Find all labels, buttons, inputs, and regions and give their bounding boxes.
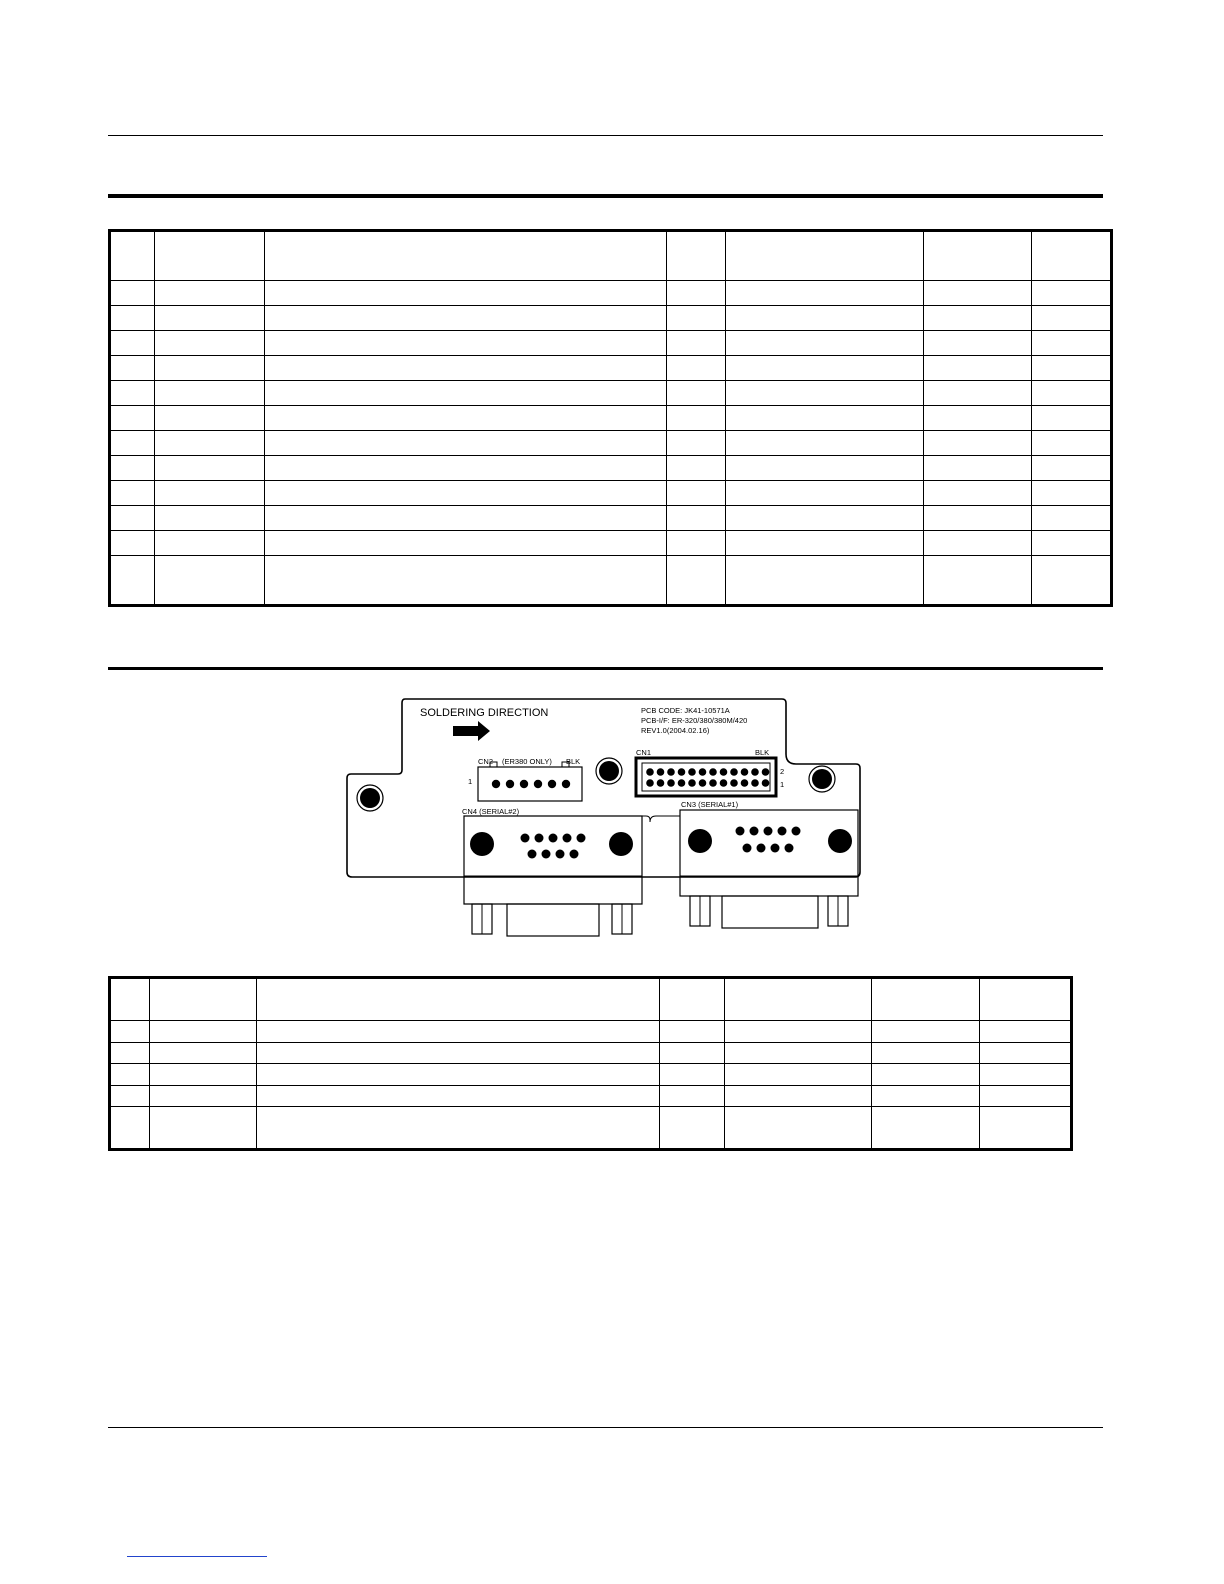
- table-cell: [872, 1107, 980, 1150]
- table-cell: [155, 306, 265, 331]
- table-cell: [110, 978, 150, 1021]
- table-cell: [667, 331, 726, 356]
- table-cell: [150, 1064, 257, 1086]
- table-cell: [726, 531, 924, 556]
- table-cell: [265, 381, 667, 406]
- table-cell: [1032, 406, 1112, 431]
- cn4-pins: [521, 834, 586, 859]
- pcb-if-text: PCB-I/F: ER-320/380/380M/420: [641, 716, 748, 725]
- table-cell: [155, 406, 265, 431]
- cn2-label: CN2: [478, 757, 494, 766]
- table-cell: [660, 1085, 725, 1107]
- table-cell: [924, 281, 1032, 306]
- connector-pin: [562, 780, 570, 788]
- connector-pin: [751, 779, 759, 787]
- table-cell: [150, 1085, 257, 1107]
- table-cell: [980, 1042, 1072, 1064]
- cn3-pins: [736, 827, 801, 853]
- table-cell: [924, 306, 1032, 331]
- section-rule-top: [108, 194, 1103, 198]
- connector-pin: [699, 779, 707, 787]
- connector-pin: [657, 779, 665, 787]
- table-cell: [110, 1042, 150, 1064]
- table-cell: [257, 1107, 660, 1150]
- parts-table-upper: [108, 229, 1113, 607]
- table-cell: [1032, 456, 1112, 481]
- cn2-pin1-label: 1: [468, 777, 473, 786]
- table-cell: [155, 381, 265, 406]
- table-cell: [726, 356, 924, 381]
- table-cell: [1032, 281, 1112, 306]
- section-rule-middle: [108, 667, 1103, 670]
- connector-pin: [751, 768, 759, 776]
- table-cell: [667, 281, 726, 306]
- connector-pin: [720, 779, 728, 787]
- table-cell: [667, 481, 726, 506]
- table-cell: [155, 506, 265, 531]
- table-cell: [660, 1064, 725, 1086]
- table-row: [110, 1085, 1072, 1107]
- connector-pin: [542, 850, 551, 859]
- table-cell: [726, 556, 924, 606]
- table-row: [110, 556, 1112, 606]
- table-cell: [110, 356, 155, 381]
- table-cell: [980, 978, 1072, 1021]
- cn3-label: CN3 (SERIAL#1): [681, 800, 739, 809]
- parts-table-lower: [108, 976, 1073, 1151]
- table-cell: [924, 331, 1032, 356]
- table-row: [110, 331, 1112, 356]
- table-cell: [660, 1021, 725, 1043]
- connector-pin: [730, 779, 738, 787]
- connector-pin: [771, 844, 780, 853]
- table-cell: [725, 1021, 872, 1043]
- table-cell: [924, 431, 1032, 456]
- connector-pin: [528, 850, 537, 859]
- table-cell: [1032, 306, 1112, 331]
- cn4-screw-left: [470, 832, 494, 856]
- table-row: [110, 281, 1112, 306]
- table-row: [110, 1021, 1072, 1043]
- cn1-label: CN1: [636, 748, 652, 757]
- table-row: [110, 431, 1112, 456]
- table-cell: [110, 231, 155, 281]
- connector-pin: [762, 768, 770, 776]
- table-cell: [924, 556, 1032, 606]
- connector-pin: [709, 768, 717, 776]
- table-cell: [667, 531, 726, 556]
- table-cell: [924, 456, 1032, 481]
- table-row: [110, 381, 1112, 406]
- pcb-code-text: PCB CODE: JK41-10571A: [641, 706, 730, 715]
- table-cell: [110, 306, 155, 331]
- table-cell: [726, 406, 924, 431]
- cn1-pins: [646, 768, 769, 787]
- table-cell: [265, 281, 667, 306]
- table-cell: [155, 531, 265, 556]
- table-cell: [110, 1064, 150, 1086]
- connector-pin: [577, 834, 586, 843]
- connector-pin: [778, 827, 787, 836]
- table-cell: [265, 331, 667, 356]
- table-cell: [667, 556, 726, 606]
- table-cell: [726, 431, 924, 456]
- table-cell: [725, 978, 872, 1021]
- table-row: [110, 406, 1112, 431]
- table-cell: [257, 978, 660, 1021]
- table-cell: [725, 1064, 872, 1086]
- cn1-pin1-label: 1: [780, 780, 785, 789]
- connector-pin: [548, 780, 556, 788]
- table-cell: [265, 506, 667, 531]
- table-row: [110, 481, 1112, 506]
- table-cell: [924, 531, 1032, 556]
- table-cell: [1032, 556, 1112, 606]
- table-cell: [150, 1021, 257, 1043]
- connector-pin: [730, 768, 738, 776]
- table-cell: [667, 381, 726, 406]
- table-cell: [110, 456, 155, 481]
- connector-pin: [764, 827, 773, 836]
- table-cell: [924, 506, 1032, 531]
- table-cell: [660, 1042, 725, 1064]
- connector-pin: [757, 844, 766, 853]
- table-cell: [667, 356, 726, 381]
- header-rule: [108, 135, 1103, 136]
- connector-pin: [520, 780, 528, 788]
- cn2-pins: [492, 780, 570, 788]
- connector-pin: [646, 779, 654, 787]
- cn2-blk-label: BLK: [566, 757, 581, 766]
- connector-pin: [741, 779, 749, 787]
- cn1-connector: [636, 758, 776, 796]
- connector-pin: [563, 834, 572, 843]
- table-cell: [726, 331, 924, 356]
- soldering-direction-arrow: [453, 721, 490, 741]
- table-cell: [110, 431, 155, 456]
- table-row: [110, 531, 1112, 556]
- table-cell: [1032, 231, 1112, 281]
- table-cell: [257, 1064, 660, 1086]
- table-cell: [726, 231, 924, 281]
- table-cell: [1032, 381, 1112, 406]
- table-cell: [110, 531, 155, 556]
- table-cell: [110, 556, 155, 606]
- cn2-note: (ER380 ONLY): [502, 757, 552, 766]
- connector-pin: [521, 834, 530, 843]
- table-cell: [924, 356, 1032, 381]
- table-cell: [155, 231, 265, 281]
- cn1-blk-label: BLK: [755, 748, 770, 757]
- connector-pin: [570, 850, 579, 859]
- table-cell: [667, 456, 726, 481]
- connector-pin: [678, 779, 686, 787]
- connector-pin: [556, 850, 565, 859]
- table-cell: [726, 381, 924, 406]
- table-row: [110, 506, 1112, 531]
- connector-pin: [699, 768, 707, 776]
- table-row: [110, 306, 1112, 331]
- table-cell: [1032, 481, 1112, 506]
- connector-pin: [741, 768, 749, 776]
- table-cell: [924, 406, 1032, 431]
- connector-pin: [736, 827, 745, 836]
- table-cell: [1032, 356, 1112, 381]
- table-cell: [872, 1064, 980, 1086]
- connector-pin: [534, 780, 542, 788]
- table-cell: [155, 456, 265, 481]
- table-cell: [872, 1021, 980, 1043]
- pcb-drawing: [340, 692, 870, 942]
- table-cell: [257, 1085, 660, 1107]
- cn3-connector: [680, 810, 858, 896]
- footer-rule: [108, 1427, 1103, 1428]
- table-cell: [110, 281, 155, 306]
- connector-pin: [549, 834, 558, 843]
- connector-pin: [492, 780, 500, 788]
- table-cell: [265, 531, 667, 556]
- cn3-screw-left: [688, 829, 712, 853]
- table-cell: [110, 331, 155, 356]
- table-cell: [726, 506, 924, 531]
- table-cell: [924, 231, 1032, 281]
- table-cell: [265, 356, 667, 381]
- table-row: [110, 1064, 1072, 1086]
- table-row: [110, 456, 1112, 481]
- table-cell: [110, 1085, 150, 1107]
- connector-pin: [762, 779, 770, 787]
- table-row: [110, 356, 1112, 381]
- cn4-screw-right: [609, 832, 633, 856]
- table-cell: [726, 281, 924, 306]
- connector-pin: [688, 768, 696, 776]
- table-cell: [265, 231, 667, 281]
- table-cell: [110, 381, 155, 406]
- table-cell: [265, 431, 667, 456]
- table-cell: [980, 1021, 1072, 1043]
- connector-pin: [750, 827, 759, 836]
- table-cell: [726, 481, 924, 506]
- table-cell: [265, 556, 667, 606]
- table-cell: [725, 1085, 872, 1107]
- table-cell: [1032, 506, 1112, 531]
- table-row: [110, 1042, 1072, 1064]
- connector-pin: [743, 844, 752, 853]
- table-cell: [155, 331, 265, 356]
- cn4-connector: [464, 816, 642, 904]
- connector-pin: [792, 827, 801, 836]
- table-cell: [265, 481, 667, 506]
- connector-pin: [720, 768, 728, 776]
- connector-pin: [678, 768, 686, 776]
- table-cell: [150, 1107, 257, 1150]
- table-cell: [1032, 431, 1112, 456]
- table-cell: [155, 481, 265, 506]
- connector-pin: [785, 844, 794, 853]
- table-cell: [110, 481, 155, 506]
- table-cell: [1032, 331, 1112, 356]
- table-row: [110, 1107, 1072, 1150]
- table-cell: [726, 306, 924, 331]
- cn4-label: CN4 (SERIAL#2): [462, 807, 520, 816]
- table-cell: [667, 406, 726, 431]
- table-cell: [980, 1107, 1072, 1150]
- table-cell: [872, 1085, 980, 1107]
- connector-pin: [688, 779, 696, 787]
- table-cell: [265, 306, 667, 331]
- connector-pin: [646, 768, 654, 776]
- cn1-pin2-label: 2: [780, 767, 785, 776]
- connector-pin: [709, 779, 717, 787]
- connector-pin: [657, 768, 665, 776]
- table-cell: [872, 978, 980, 1021]
- table-cell: [257, 1042, 660, 1064]
- table-cell: [980, 1085, 1072, 1107]
- table-cell: [660, 978, 725, 1021]
- connector-pin: [535, 834, 544, 843]
- table-cell: [257, 1021, 660, 1043]
- table-cell: [980, 1064, 1072, 1086]
- table-cell: [155, 556, 265, 606]
- table-cell: [110, 1107, 150, 1150]
- table-cell: [667, 506, 726, 531]
- table-cell: [924, 381, 1032, 406]
- connector-pin: [506, 780, 514, 788]
- table-cell: [155, 431, 265, 456]
- table-cell: [1032, 531, 1112, 556]
- table-cell: [265, 456, 667, 481]
- table-row: [110, 978, 1072, 1021]
- table-cell: [150, 978, 257, 1021]
- table-cell: [155, 281, 265, 306]
- table-cell: [924, 481, 1032, 506]
- table-cell: [725, 1042, 872, 1064]
- table-cell: [150, 1042, 257, 1064]
- table-cell: [155, 356, 265, 381]
- table-cell: [725, 1107, 872, 1150]
- table-cell: [265, 406, 667, 431]
- table-cell: [667, 306, 726, 331]
- table-row: [110, 231, 1112, 281]
- footer-link-underline[interactable]: [127, 1556, 267, 1557]
- soldering-direction-label: SOLDERING DIRECTION: [420, 707, 549, 719]
- table-cell: [667, 431, 726, 456]
- cn3-screw-right: [828, 829, 852, 853]
- pcb-revision-text: REV1.0(2004.02.16): [641, 726, 710, 735]
- table-cell: [660, 1107, 725, 1150]
- table-cell: [110, 406, 155, 431]
- table-cell: [110, 1021, 150, 1043]
- connector-pin: [667, 768, 675, 776]
- table-cell: [726, 456, 924, 481]
- table-cell: [667, 231, 726, 281]
- connector-pin: [667, 779, 675, 787]
- table-cell: [110, 506, 155, 531]
- table-cell: [872, 1042, 980, 1064]
